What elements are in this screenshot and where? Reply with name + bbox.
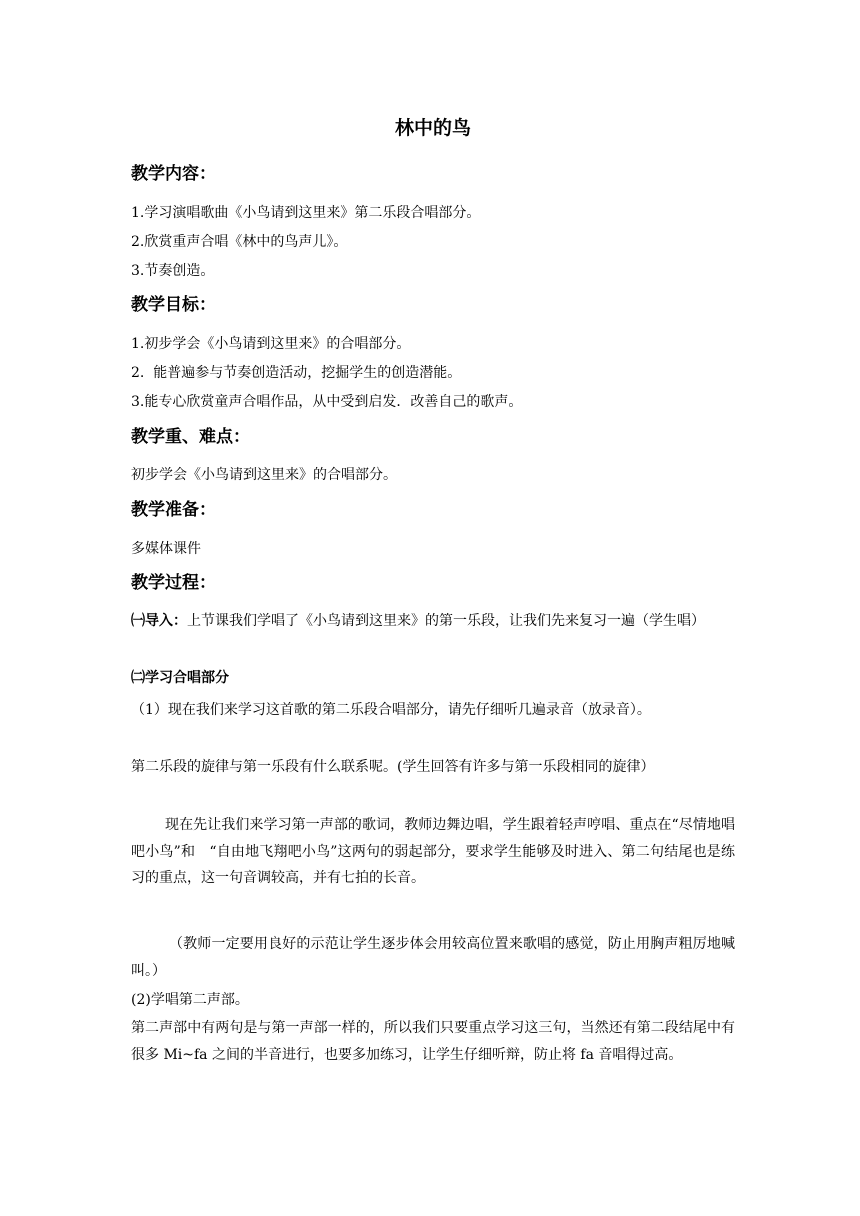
- goal-item-2: 2. 能普遍参与节奏创造活动，挖掘学生的创造潜能。: [131, 365, 462, 381]
- process-intro: [131, 608, 735, 635]
- process-intro-text: 上节课我们学唱了《小鸟请到这里来》的第一乐段，让我们先来复习一遍（学生唱）: [187, 613, 705, 629]
- process-step1-detail: 现在先让我们来学习第一声部的歌词，教师边舞边唱，学生跟着轻声哼唱、重点在“尽情地唱吧小鸟”和 “自由地飞翔吧小鸟”这两句的弱起部分，要求学生能够及时进入、第二句结尾也是练习的重点，这一句音调较高，并有七拍的长音。: [131, 817, 735, 887]
- content-item-1: 1.学习演唱歌曲《小鸟请到这里来》第二乐段合唱部分。: [131, 205, 481, 221]
- section-heading-preparation: 教学准备：: [131, 500, 216, 520]
- key-points-text: 初步学会《小鸟请到这里来》的合唱部分。: [131, 467, 397, 483]
- process-step1-question: 第二乐段的旋律与第一乐段有什么联系呢。(学生回答有许多与第一乐段相同的旋律）: [131, 759, 655, 775]
- process-step1-note: （教师一定要用良好的示范让学生逐步体会用较高位置来歌唱的感觉，防止用胸声粗厉地喊叫。）: [131, 936, 735, 979]
- preparation-text: 多媒体课件: [131, 541, 201, 557]
- goal-item-3: 3.能专心欣赏童声合唱作品，从中受到启发．改善自己的歌声。: [131, 394, 523, 410]
- content-item-2: 2.欣赏重声合唱《林中的鸟声儿》。: [131, 234, 348, 250]
- document-title: 林中的鸟: [394, 117, 471, 139]
- process-part2-label: ㈡学习合唱部分: [131, 670, 229, 686]
- section-heading-goals: 教学目标：: [131, 295, 216, 315]
- section-heading-process: 教学过程：: [131, 573, 216, 593]
- section-heading-content: 教学内容：: [131, 164, 216, 184]
- process-step2: (2)学唱第二声部。: [131, 992, 249, 1008]
- process-step2-detail: 第二声部中有两句是与第一声部一样的，所以我们只要重点学习这三句，当然还有第二段结尾中有很多 Mi~fa 之间的半音进行，也要多加练习，让学生仔细听辩，防止将 fa 音唱得过高。: [131, 1020, 735, 1063]
- process-step1: （1）现在我们来学习这首歌的第二乐段合唱部分，请先仔细听几遍录音（放录音）。: [131, 702, 651, 718]
- process-intro-label: ㈠导入：: [131, 613, 187, 629]
- goal-item-1: 1.初步学会《小鸟请到这里来》的合唱部分。: [131, 336, 411, 352]
- content-item-3: 3.节奏创造。: [131, 263, 215, 279]
- section-heading-key-points: 教学重、难点：: [131, 427, 250, 447]
